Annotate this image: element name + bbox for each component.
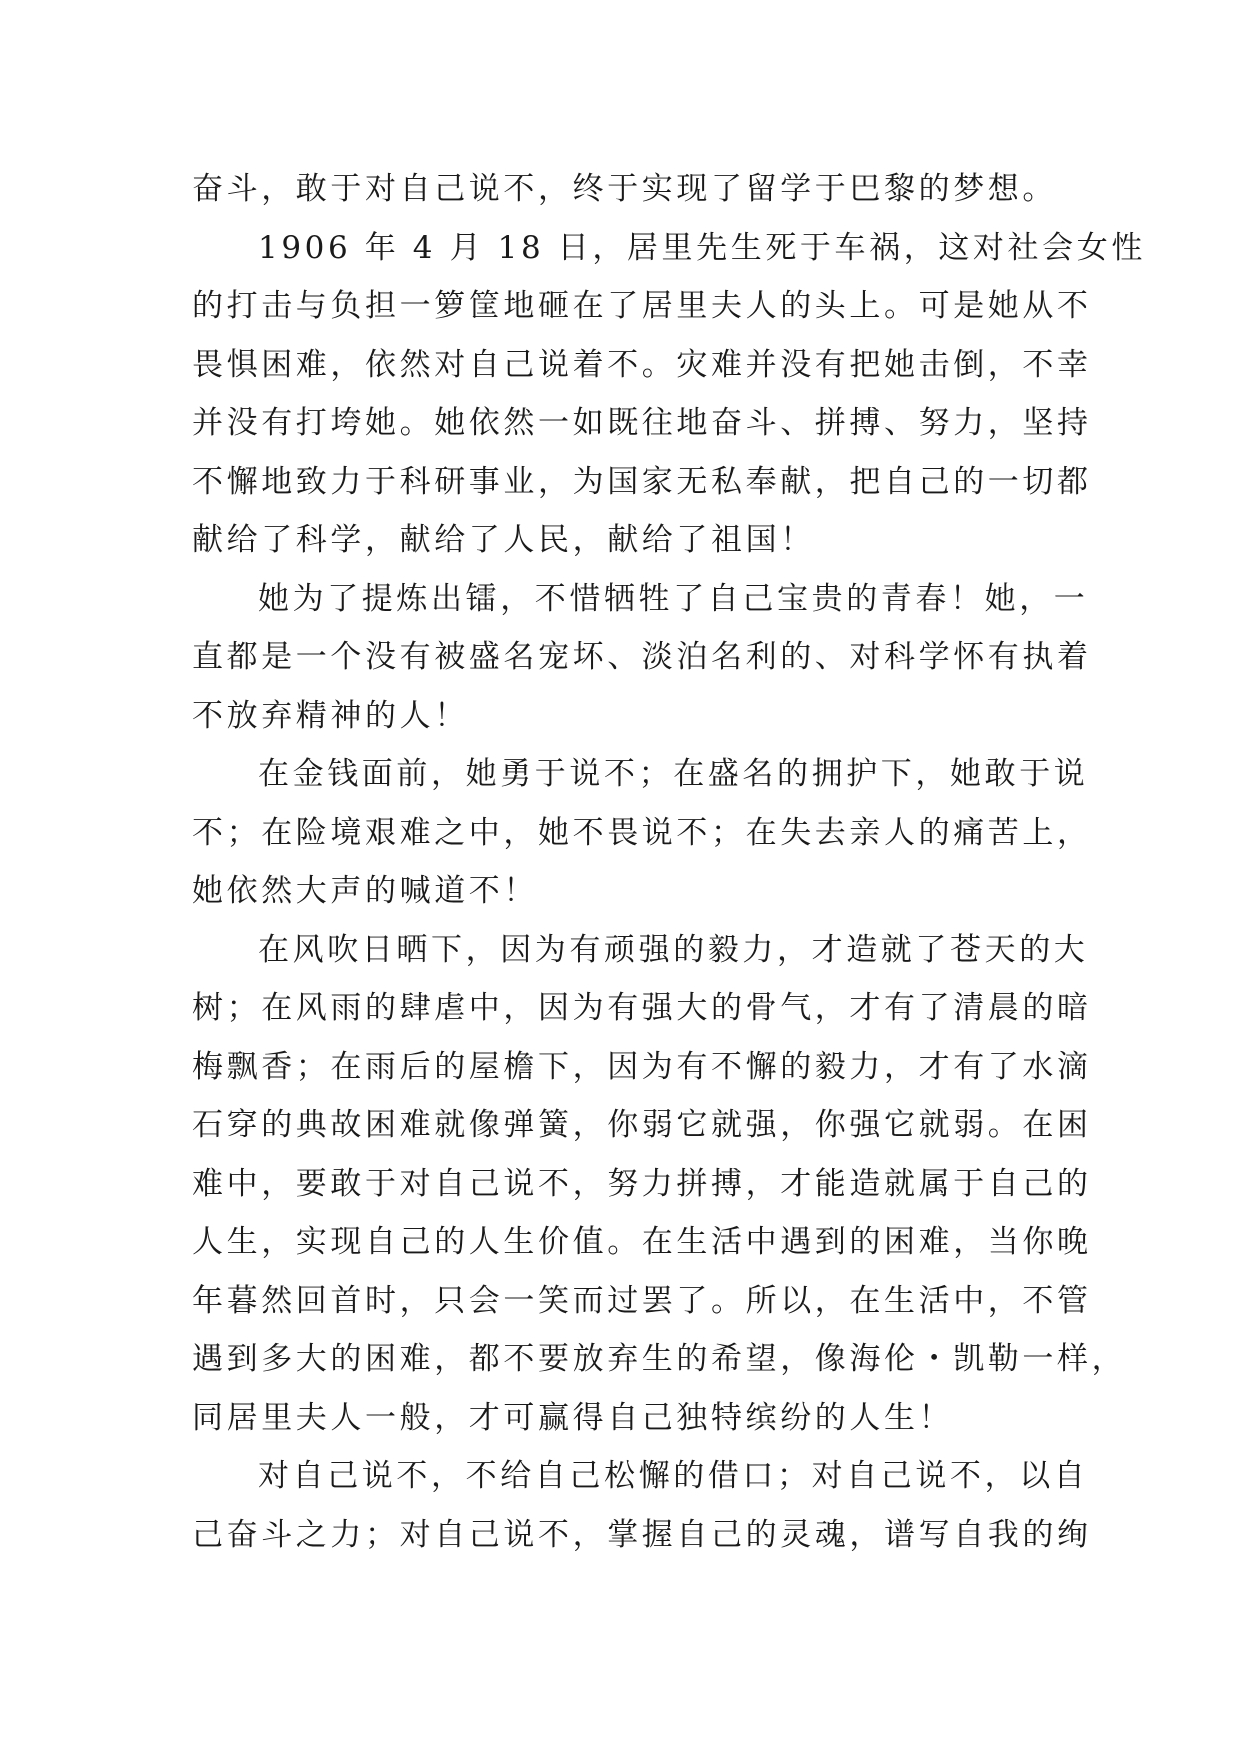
text-line: 同居里夫人一般，才可赢得自己独特缤纷的人生！ bbox=[192, 1399, 954, 1436]
text-line: 她依然大声的喊道不！ bbox=[192, 873, 538, 909]
text-line: 石穿的典故困难就像弹簧，你弱它就强，你强它就弱。在困 bbox=[192, 1107, 1092, 1143]
text-line: 树；在风雨的肆虐中，因为有强大的骨气，才有了清晨的暗 bbox=[192, 990, 1092, 1026]
text-line: 在风吹日晒下，因为有顽强的毅力，才造就了苍天的大 bbox=[258, 931, 1089, 968]
text-line: 在金钱面前，她勇于说不；在盛名的拥护下，她敢于说 bbox=[258, 756, 1089, 792]
text-line: 并没有打垮她。她依然一如既往地奋斗、拼搏、努力，坚持 bbox=[192, 405, 1092, 441]
text-line: 畏惧困难，依然对自己说着不。灾难并没有把她击倒，不幸 bbox=[192, 346, 1092, 383]
text-line: 1906 年 4 月 18 日，居里先生死于车祸，这对社会女性 bbox=[258, 229, 1146, 266]
text-line: 梅飘香；在雨后的屋檐下，因为有不懈的毅力，才有了水滴 bbox=[192, 1048, 1092, 1085]
text-line: 献给了科学，献给了人民，献给了祖国！ bbox=[192, 522, 815, 558]
text-line: 年暮然回首时，只会一笑而过罢了。所以，在生活中，不管 bbox=[192, 1282, 1092, 1319]
text-line: 不；在险境艰难之中，她不畏说不；在失去亲人的痛苦上， bbox=[192, 814, 1092, 851]
text-line: 不放弃精神的人！ bbox=[192, 697, 469, 734]
text-line: 遇到多大的困难，都不要放弃生的希望，像海伦・凯勒一样， bbox=[192, 1341, 1127, 1377]
text-line: 奋斗，敢于对自己说不，终于实现了留学于巴黎的梦想。 bbox=[192, 171, 1057, 207]
text-line: 的打击与负担一箩筐地砸在了居里夫人的头上。可是她从不 bbox=[192, 288, 1092, 324]
text-line: 不懈地致力于科研事业，为国家无私奉献，把自己的一切都 bbox=[192, 463, 1092, 500]
text-line: 难中，要敢于对自己说不，努力拼搏，才能造就属于自己的 bbox=[192, 1165, 1092, 1202]
text-line: 人生，实现自己的人生价值。在生活中遇到的困难，当你晚 bbox=[192, 1224, 1092, 1260]
text-line: 直都是一个没有被盛名宠坏、淡泊名利的、对科学怀有执着 bbox=[192, 639, 1092, 675]
text-line: 她为了提炼出镭，不惜牺牲了自己宝贵的青春！她，一 bbox=[258, 580, 1089, 617]
essay-body bbox=[192, 160, 1146, 1564]
text-line: 对自己说不，不给自己松懈的借口；对自己说不，以自 bbox=[258, 1458, 1089, 1494]
text-line: 己奋斗之力；对自己说不，掌握自己的灵魂，谱写自我的绚 bbox=[192, 1516, 1092, 1553]
